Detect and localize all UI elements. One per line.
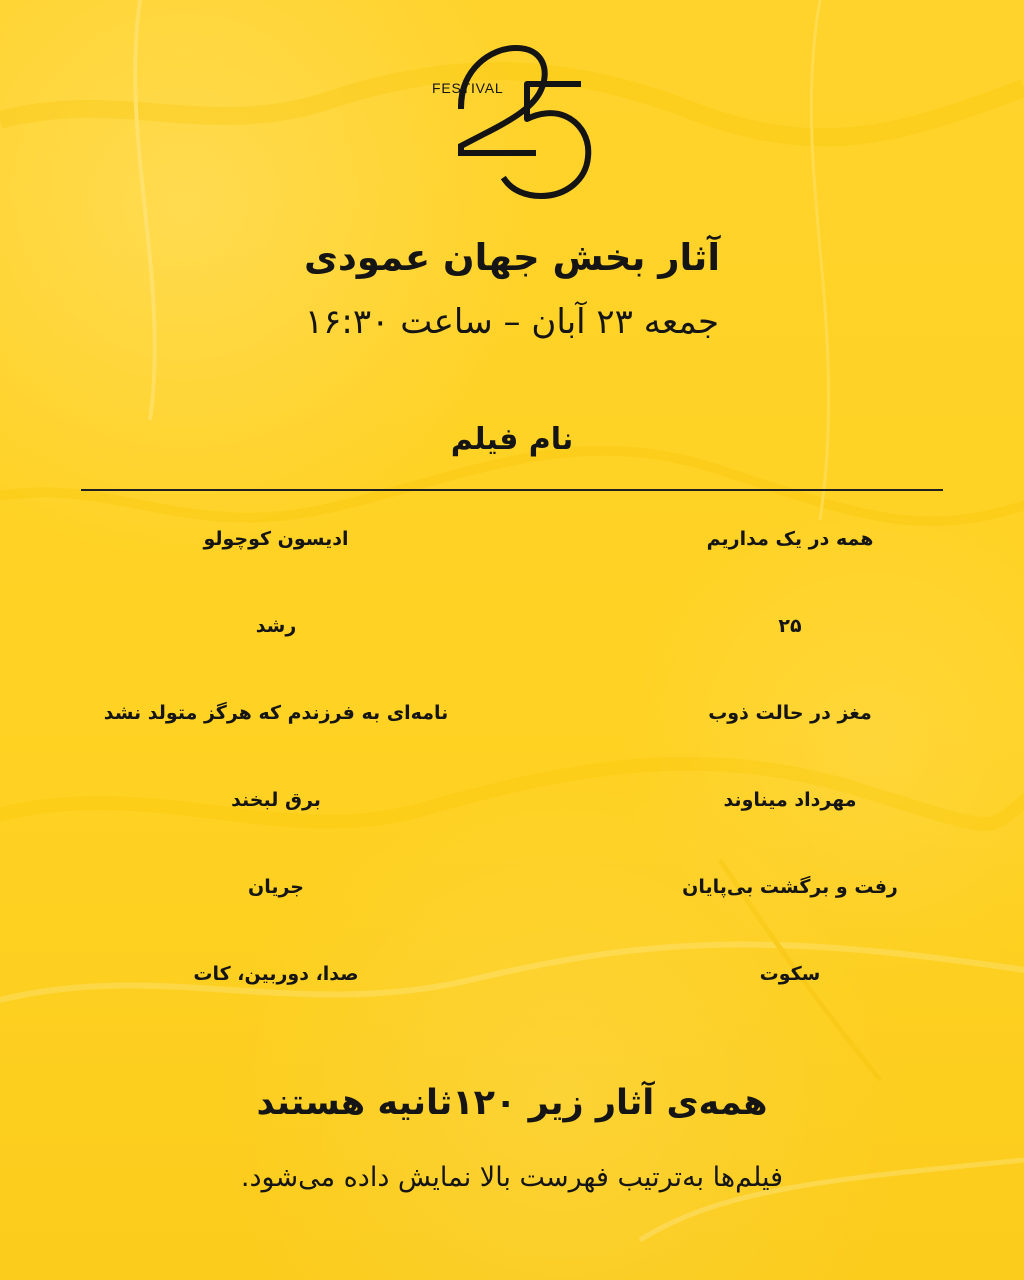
title-divider: [81, 489, 943, 491]
film-item-right-2: ۲۵: [778, 615, 802, 637]
logo-mark-five: [505, 84, 588, 196]
film-item-right-5: رفت و برگشت بی‌پایان: [682, 876, 898, 898]
film-item-left-3: نامه‌ای به فرزندم که هرگز متولد نشد: [103, 702, 449, 724]
duration-note-title: همه‌ی آثار زیر ۱۲۰ثانیه هستند: [256, 1083, 768, 1123]
logo-mark: [461, 48, 545, 153]
film-item-left-1: ادیسون کوچولو: [203, 528, 349, 550]
film-item-right-6: سکوت: [759, 963, 821, 985]
event-date-time: جمعه ۲۳ آبان – ساعت ۱۶:۳۰: [304, 302, 720, 342]
film-item-left-5: جریان: [248, 876, 304, 898]
film-item-right-1: همه در یک مداریم: [706, 528, 874, 550]
screening-order-note: فیلم‌ها به‌ترتیب فهرست بالا نمایش داده می‌شود.: [240, 1162, 784, 1193]
film-list-title: نام فیلم: [450, 422, 574, 457]
film-item-right-3: مغز در حالت ذوب: [708, 702, 872, 724]
page-title: آثار بخش جهان عمودی: [303, 236, 720, 279]
film-item-left-4: برق لبخند: [231, 789, 321, 811]
logo-label: FESTIVAL: [432, 80, 504, 96]
festival-logo: [430, 42, 596, 200]
film-item-left-6: صدا، دوربین، کات: [193, 963, 359, 985]
film-item-left-2: رشد: [255, 615, 297, 637]
film-item-right-4: مهرداد میناوند: [723, 789, 857, 811]
